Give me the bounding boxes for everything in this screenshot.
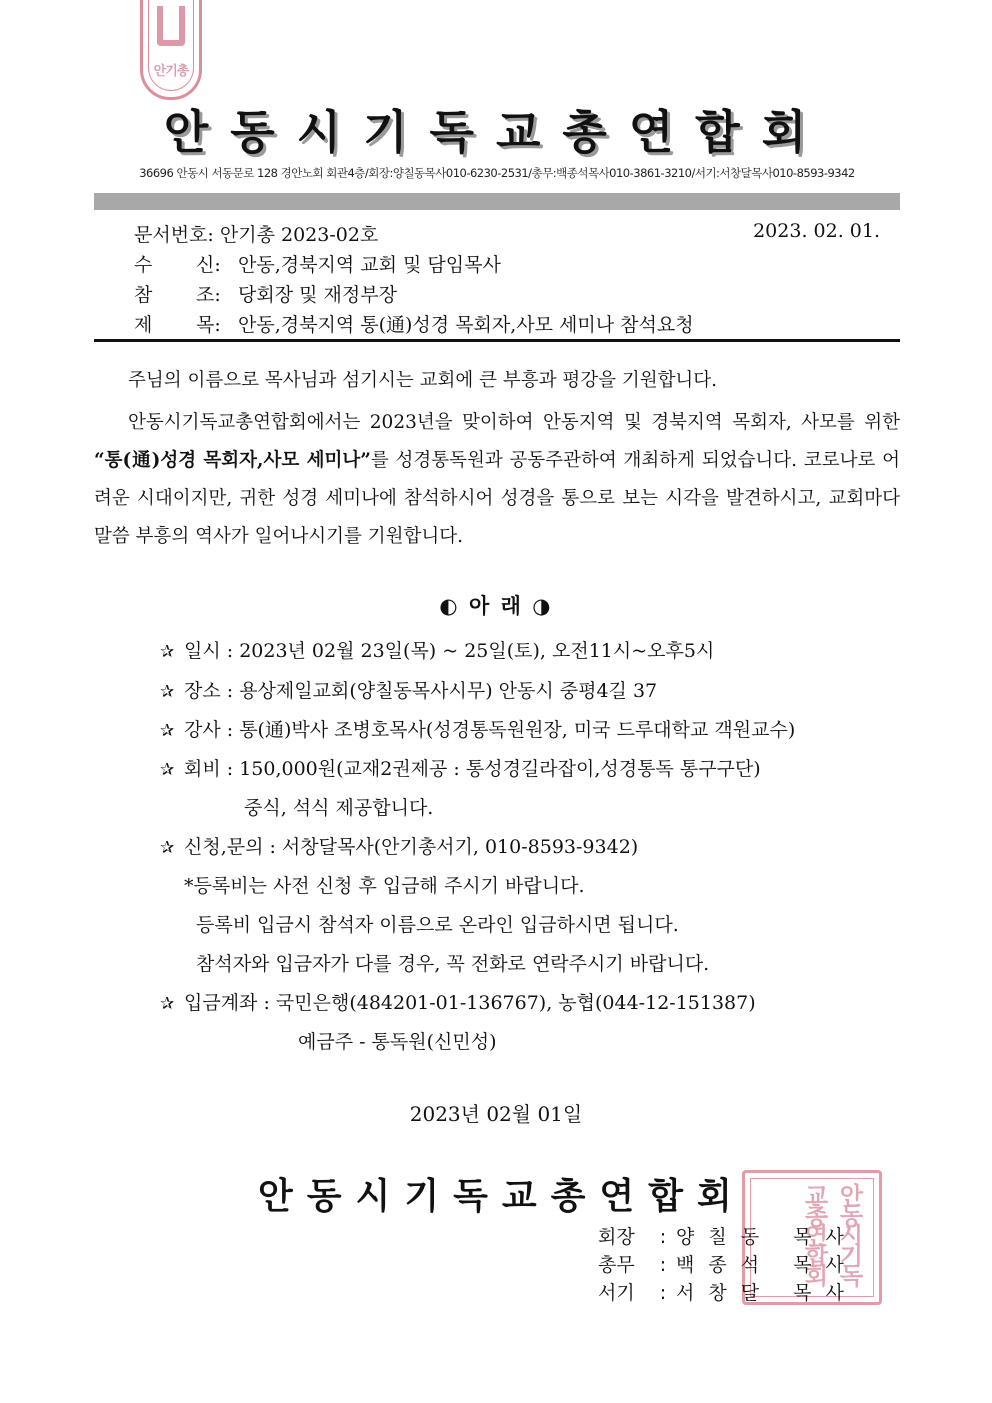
registration-note-2: 등록비 입금시 참석자 이름으로 온라인 입금하시면 됩니다. (196, 914, 679, 936)
officer-row-general-secretary (598, 1250, 858, 1277)
star-icon: ✰ (160, 721, 175, 741)
reference: 당회장 및 재정부장 (238, 284, 397, 306)
officer-row-secretary (598, 1278, 858, 1305)
doc-date: 2023. 02. 01. (753, 220, 880, 242)
header-divider (94, 339, 900, 342)
doc-number-row (134, 220, 378, 248)
notice-heading: ◐ 아 래 ◑ (439, 593, 553, 618)
doc-number: 안기총 2023-02호 (219, 224, 379, 246)
org-title: 안동시기독교총연합회 (163, 105, 829, 159)
star-icon: ✰ (160, 642, 175, 662)
header-bar (94, 193, 900, 210)
officer-colon: : (659, 1254, 667, 1276)
schedule-item (160, 636, 714, 663)
inquiry-item (160, 832, 638, 859)
officer-role: 총무 (598, 1254, 635, 1276)
body-paragraph (94, 404, 900, 556)
venue: 장소 : 용상제일교회(양칠동목사시무) 안동시 중평4길 37 (184, 680, 658, 702)
subject: 안동,경북지역 통(通)성경 목회자,사모 세미나 참석요청 (238, 314, 694, 336)
subject-label-b: 목: (196, 314, 221, 336)
star-icon: ✰ (160, 760, 175, 780)
issue-date: 2023년 02월 01일 (409, 1102, 583, 1126)
reference-label-a: 참 (134, 284, 153, 306)
recipient-label-b: 신: (196, 254, 221, 276)
officer-name: 백종석 목사 (676, 1254, 858, 1276)
recipient-row (134, 250, 501, 278)
subject-label-a: 제 (134, 314, 153, 336)
doc-number-label: 문서번호: (134, 224, 214, 246)
speaker: 강사 : 통(通)박사 조병호목사(성경통독원원장, 미국 드루대학교 객원교수) (184, 719, 796, 741)
schedule: 일시 : 2023년 02월 23일(목) ~ 25일(토), 오전11시~오후5시 (184, 640, 715, 662)
inquiry: 신청,문의 : 서창달목사(안기총서기, 010-8593-9342) (184, 836, 639, 858)
top-seal-text: 안기총 (153, 64, 189, 79)
subject-row (134, 310, 694, 338)
signature-org-title: 안동시기독교총연합회 (258, 1176, 746, 1217)
speaker-item (160, 715, 795, 742)
star-icon: ✰ (160, 838, 175, 858)
recipient-label-a: 수 (134, 254, 153, 276)
account: 입금계좌 : 국민은행(484201-01-136767), 농협(044-12-151387) (184, 992, 756, 1014)
reference-label-b: 조: (196, 284, 221, 306)
recipient: 안동,경북지역 교회 및 담임목사 (238, 254, 501, 276)
greeting-paragraph: 주님의 이름으로 목사님과 섬기시는 교회에 큰 부흥과 평강을 기원합니다. (128, 370, 718, 391)
officer-colon: : (659, 1226, 667, 1248)
official-seal-text: 안동시기독교총연합회 (800, 1183, 863, 1283)
venue-item (160, 676, 657, 703)
seminar-title: “통(通)성경 목회자,사모 세미나” (94, 450, 371, 471)
officer-name: 서창달 목사 (676, 1282, 858, 1304)
meals-note: 중식, 석식 제공합니다. (244, 797, 434, 819)
star-icon: ✰ (160, 994, 175, 1014)
registration-note-3: 참석자와 입금자가 다를 경우, 꼭 전화로 연락주시기 바랍니다. (196, 953, 710, 975)
officer-role: 서기 (598, 1282, 635, 1304)
reference-row (134, 280, 397, 308)
body-text-b: 를 성경통독원과 공동주관하여 개최하게 되었습니다. 코로나로 어려운 시대이지만, 귀한 성경 세미나에 참석하시어 성경을 통으로 보는 시각을 발견하시고, 교회마다 말씀 부흥의 역사가 일어나시기를 기원합니다. (94, 450, 900, 547)
body-text-a: 안동시기독교총연합회에서는 2023년을 맞이하여 안동지역 및 경북지역 목회자, 사모를 위한 (128, 412, 900, 433)
fee-item (160, 754, 761, 781)
account-holder: 예금주 - 통독원(신민성) (298, 1031, 497, 1053)
registration-note-1: *등록비는 사전 신청 후 입금해 주시기 바랍니다. (184, 875, 585, 897)
account-item (160, 988, 756, 1015)
address-line: 36696 안동시 서동문로 128 경안노회 회관4층/회장:양칠동목사010-6230-2531/총무:백종석목사010-3861-3210/서기:서창달목사010-8593-9342 (139, 166, 855, 180)
officer-row-president (598, 1222, 858, 1249)
officer-role: 회장 (598, 1226, 635, 1248)
top-seal-stamp (140, 0, 202, 100)
officer-colon: : (659, 1282, 667, 1304)
officer-name: 양칠동 목사 (676, 1226, 858, 1248)
fee: 회비 : 150,000원(교재2권제공 : 통성경길라잡이,성경통독 통구구단) (184, 758, 761, 780)
star-icon: ✰ (160, 682, 175, 702)
